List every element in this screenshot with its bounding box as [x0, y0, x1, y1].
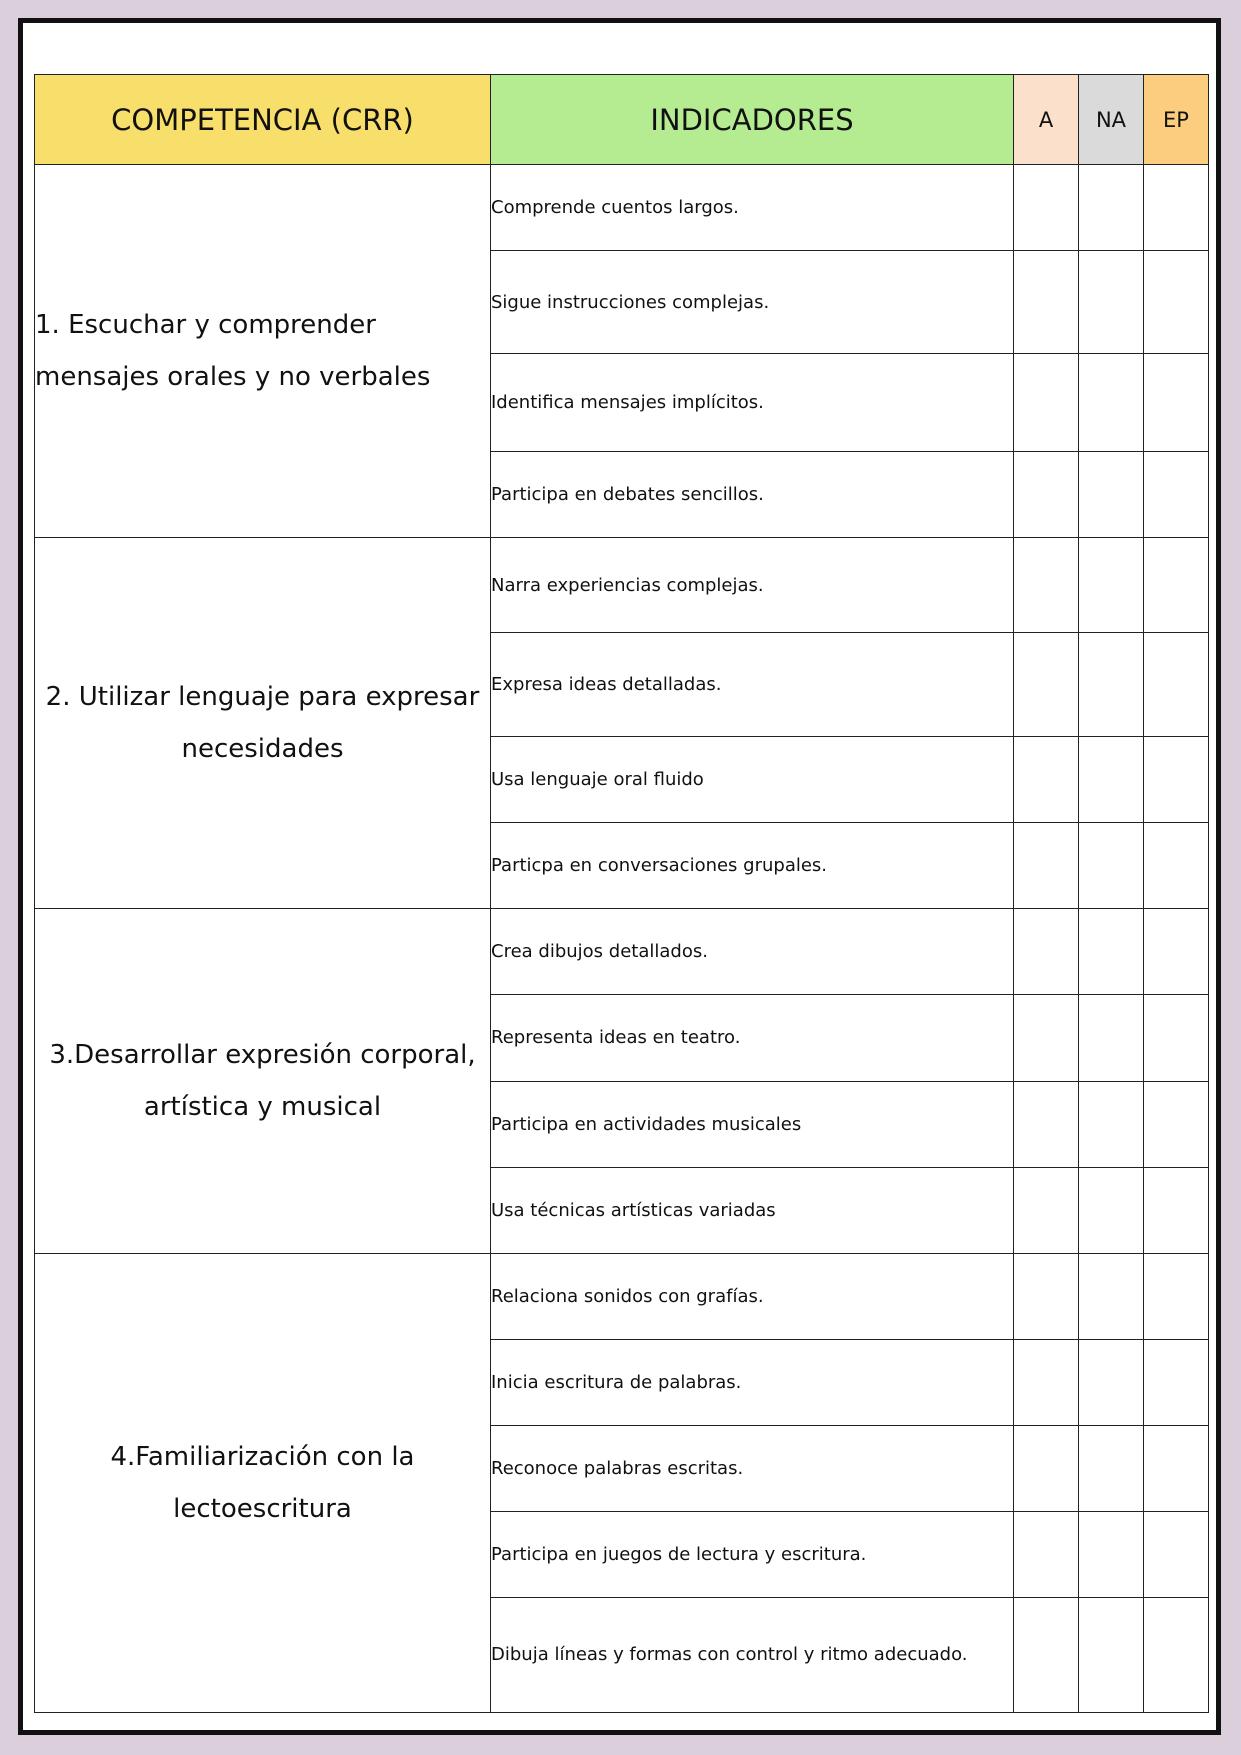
mark-a-cell[interactable]	[1014, 633, 1079, 737]
mark-a-cell[interactable]	[1014, 1167, 1079, 1253]
mark-na-cell[interactable]	[1079, 1253, 1144, 1339]
mark-a-cell[interactable]	[1014, 165, 1079, 251]
competencia-3-title: 3.Desarrollar expresión corporal, artística y musical	[49, 1040, 476, 1123]
mark-a-cell[interactable]	[1014, 1339, 1079, 1425]
indicator-cell: Inicia escritura de palabras.	[491, 1339, 1014, 1425]
mark-a-cell[interactable]	[1014, 538, 1079, 633]
table-row	[35, 909, 1209, 995]
mark-ep-cell[interactable]	[1144, 1081, 1209, 1167]
mark-a-cell[interactable]	[1014, 1597, 1079, 1712]
mark-ep-cell[interactable]	[1144, 909, 1209, 995]
mark-a-cell[interactable]	[1014, 251, 1079, 354]
mark-ep-cell[interactable]	[1144, 995, 1209, 1081]
mark-a-cell[interactable]	[1014, 1511, 1079, 1597]
mark-na-cell[interactable]	[1079, 633, 1144, 737]
mark-na-cell[interactable]	[1079, 823, 1144, 909]
mark-na-cell[interactable]	[1079, 354, 1144, 452]
competencia-3-cell	[35, 909, 491, 1253]
competencia-2-cell	[35, 538, 491, 909]
indicator-cell: Expresa ideas detalladas.	[491, 633, 1014, 737]
mark-ep-cell[interactable]	[1144, 1597, 1209, 1712]
mark-ep-cell[interactable]	[1144, 1511, 1209, 1597]
header-indicadores: INDICADORES	[491, 75, 1014, 165]
mark-ep-cell[interactable]	[1144, 538, 1209, 633]
mark-ep-cell[interactable]	[1144, 1339, 1209, 1425]
mark-na-cell[interactable]	[1079, 251, 1144, 354]
indicator-cell: Narra experiencias complejas.	[491, 538, 1014, 633]
indicator-cell: Sigue instrucciones complejas.	[491, 251, 1014, 354]
evaluation-rubric-table	[34, 74, 1209, 1713]
mark-ep-cell[interactable]	[1144, 354, 1209, 452]
table-row	[35, 538, 1209, 633]
mark-a-cell[interactable]	[1014, 452, 1079, 538]
indicator-cell: Crea dibujos detallados.	[491, 909, 1014, 995]
table-row	[35, 1253, 1209, 1339]
header-a: A	[1014, 75, 1079, 165]
header-na: NA	[1079, 75, 1144, 165]
competencia-1-title: 1. Escuchar y comprender mensajes orales y no verbales	[35, 310, 431, 393]
mark-na-cell[interactable]	[1079, 1597, 1144, 1712]
mark-a-cell[interactable]	[1014, 909, 1079, 995]
mark-na-cell[interactable]	[1079, 737, 1144, 823]
indicator-cell: Participa en debates sencillos.	[491, 452, 1014, 538]
mark-ep-cell[interactable]	[1144, 823, 1209, 909]
mark-ep-cell[interactable]	[1144, 1253, 1209, 1339]
indicator-cell: Usa lenguaje oral fluido	[491, 737, 1014, 823]
mark-ep-cell[interactable]	[1144, 633, 1209, 737]
mark-ep-cell[interactable]	[1144, 251, 1209, 354]
mark-a-cell[interactable]	[1014, 1253, 1079, 1339]
mark-na-cell[interactable]	[1079, 165, 1144, 251]
indicator-cell: Usa técnicas artísticas variadas	[491, 1167, 1014, 1253]
header-row	[35, 75, 1209, 165]
mark-a-cell[interactable]	[1014, 995, 1079, 1081]
indicator-cell: Relaciona sonidos con grafías.	[491, 1253, 1014, 1339]
mark-a-cell[interactable]	[1014, 1425, 1079, 1511]
mark-na-cell[interactable]	[1079, 1081, 1144, 1167]
header-competencia: COMPETENCIA (CRR)	[35, 75, 491, 165]
mark-a-cell[interactable]	[1014, 737, 1079, 823]
mark-na-cell[interactable]	[1079, 909, 1144, 995]
mark-ep-cell[interactable]	[1144, 452, 1209, 538]
mark-ep-cell[interactable]	[1144, 1425, 1209, 1511]
indicator-cell: Participa en actividades musicales	[491, 1081, 1014, 1167]
mark-a-cell[interactable]	[1014, 1081, 1079, 1167]
mark-a-cell[interactable]	[1014, 354, 1079, 452]
indicator-cell: Representa ideas en teatro.	[491, 995, 1014, 1081]
indicator-cell: Dibuja líneas y formas con control y ritmo adecuado.	[491, 1597, 1014, 1712]
indicator-cell: Participa en juegos de lectura y escritura.	[491, 1511, 1014, 1597]
competencia-4-cell	[35, 1253, 491, 1712]
competencia-2-title: 2. Utilizar lenguaje para expresar necesidades	[45, 682, 480, 765]
indicator-cell: Reconoce palabras escritas.	[491, 1425, 1014, 1511]
mark-ep-cell[interactable]	[1144, 165, 1209, 251]
mark-na-cell[interactable]	[1079, 538, 1144, 633]
indicator-cell: Particpa en conversaciones grupales.	[491, 823, 1014, 909]
header-ep: EP	[1144, 75, 1209, 165]
mark-na-cell[interactable]	[1079, 1339, 1144, 1425]
mark-ep-cell[interactable]	[1144, 1167, 1209, 1253]
mark-na-cell[interactable]	[1079, 1511, 1144, 1597]
table-row	[35, 165, 1209, 251]
mark-na-cell[interactable]	[1079, 1167, 1144, 1253]
competencia-1-cell	[35, 165, 491, 538]
competencia-4-title: 4.Familiarización con la lectoescritura	[110, 1441, 415, 1524]
mark-na-cell[interactable]	[1079, 995, 1144, 1081]
mark-na-cell[interactable]	[1079, 452, 1144, 538]
mark-ep-cell[interactable]	[1144, 737, 1209, 823]
mark-na-cell[interactable]	[1079, 1425, 1144, 1511]
indicator-cell: Comprende cuentos largos.	[491, 165, 1014, 251]
mark-a-cell[interactable]	[1014, 823, 1079, 909]
indicator-cell: Identifica mensajes implícitos.	[491, 354, 1014, 452]
